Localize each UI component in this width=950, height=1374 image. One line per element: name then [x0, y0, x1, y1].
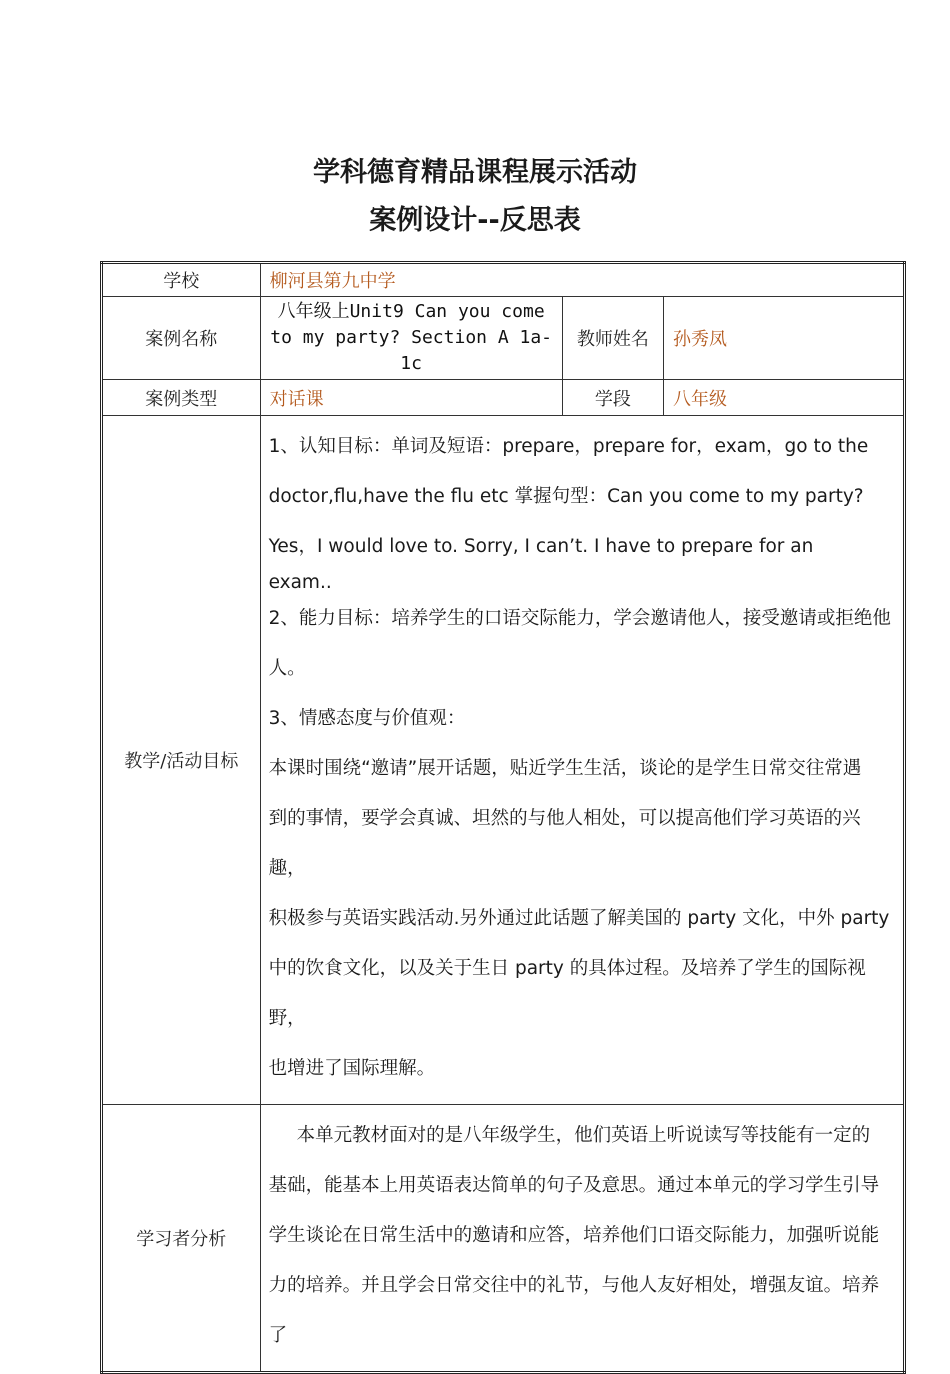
teacher-value: 孙秀凤 [664, 297, 905, 380]
learner-line2: 基础，能基本上用英语表达简单的句子及意思。通过本单元的学习学生引导 [268, 1175, 880, 1196]
school-value: 柳河县第九中学 [260, 263, 904, 297]
case-name-label: 案例名称 [102, 297, 261, 380]
goal-affective-heading: 3、情感态度与价值观： [268, 708, 466, 729]
stage-value: 八年级 [664, 380, 905, 416]
case-type-label: 案例类型 [102, 380, 261, 416]
goal-affective-line4: 中的饮食文化，以及关于生日 party 的具体过程。及培养了学生的国际视野， [268, 958, 866, 1029]
goal-affective-line2: 到的事情，要学会真诚、坦然的与他人相处，可以提高他们学习英语的兴趣， [268, 808, 861, 879]
case-name-value: 八年级上Unit9 Can you come to my party? Section A 1a-1c [260, 297, 562, 380]
doc-title-line1: 学科德育精品课程展示活动 [313, 157, 637, 188]
case-type-value: 对话课 [260, 380, 562, 416]
school-label: 学校 [102, 263, 261, 297]
goal-cognitive-line1: 1、认知目标：单词及短语：prepare，prepare for，exam，go to the [268, 436, 869, 457]
teacher-label: 教师姓名 [562, 297, 663, 380]
learner-line4: 力的培养。并且学会日常交往中的礼节，与他人友好相处，增强友谊。培养了 [268, 1275, 880, 1346]
goal-affective-line1: 本课时围绕“邀请”展开话题，贴近学生生活，谈论的是学生日常交往常遇 [268, 758, 862, 779]
goal-ability-line1: 2、能力目标：培养学生的口语交际能力，学会邀请他人，接受邀请或拒绝他 [268, 608, 891, 629]
learner-line1: 本单元教材面对的是八年级学生，他们英语上听说读写等技能有一定的 [296, 1125, 871, 1146]
row-learner [102, 1105, 905, 1373]
row-goals [102, 416, 905, 1105]
goals-content [260, 416, 904, 1105]
learner-content [260, 1105, 904, 1373]
goal-cognitive-line2: doctor,flu,have the flu etc 掌握句型：Can you come to my party? [268, 486, 864, 507]
goal-affective-line5: 也增进了国际理解。 [268, 1058, 436, 1079]
learner-line3: 学生谈论在日常生活中的邀请和应答，培养他们口语交际能力，加强听说能 [268, 1225, 880, 1246]
row-case-type [102, 380, 905, 416]
row-case-name [102, 297, 905, 380]
case-design-table [100, 261, 906, 1374]
goal-affective-line3: 积极参与英语实践活动.另外通过此话题了解美国的 party 文化，中外 party [268, 908, 890, 929]
row-school [102, 263, 905, 297]
goal-cognitive-line3: Yes，I would love to. Sorry, I can’t. I have to prepare for an [268, 536, 814, 557]
doc-title-line2: 案例设计--反思表 [369, 205, 581, 236]
goals-label: 教学/活动目标 [102, 416, 261, 1105]
goal-ability-line2: 人。 [268, 658, 306, 679]
stage-label: 学段 [562, 380, 663, 416]
goal-cognitive-line4: exam.. [268, 572, 332, 593]
learner-label: 学习者分析 [102, 1105, 261, 1373]
